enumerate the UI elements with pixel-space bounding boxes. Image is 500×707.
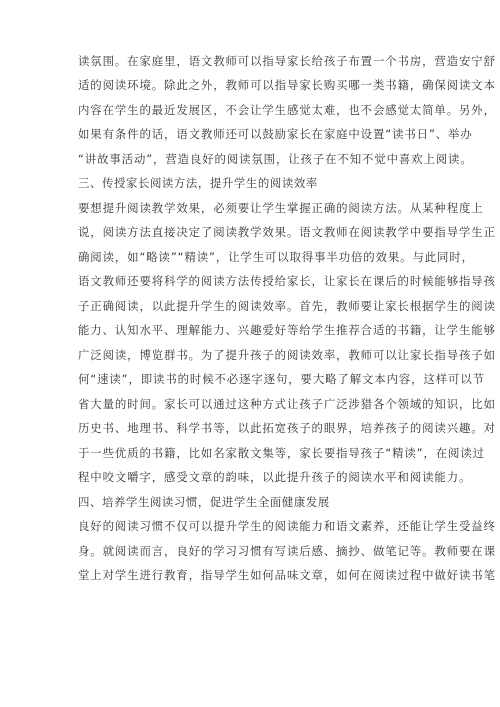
paragraph-line: 身。就阅读而言，良好的学习习惯有写读后感、摘抄、做笔记等。教师要在课 xyxy=(78,544,496,558)
paragraph-line: 堂上对学生进行教育，指导学生如何品味文章，如何在阅读过程中做好读书笔 xyxy=(78,568,496,582)
paragraph-line: 确阅读，如“略读”“精读”，让学生可以取得事半功倍的效果。与此同时， xyxy=(78,250,474,264)
paragraph-line: 于一些优质的书籍，比如名家散文集等，家长要指导孩子“精读”，在阅读过 xyxy=(78,446,485,460)
paragraph-line: 语文教师还要将科学的阅读方法传授给家长，让家长在课后的时候能够指导孩 xyxy=(78,274,496,288)
paragraph-line: 要想提升阅读教学效果，必须要让学生掌握正确的阅读方法。从某种程度上 xyxy=(78,201,484,215)
section-heading: 四、培养学生阅读习惯，促进学生全面健康发展 xyxy=(78,495,330,509)
paragraph-line: 内容在学生的最近发展区，不会让学生感觉太难，也不会感觉太简单。另外， xyxy=(78,103,496,117)
paragraph-line: 省大量的时间。家长可以通过这种方式让孩子广泛涉猎各个领域的知识，比如 xyxy=(78,397,496,411)
paragraph-line: 能力、认知水平、理解能力、兴趣爱好等给学生推荐合适的书籍，让学生能够 xyxy=(78,323,496,337)
paragraph-line: 历史书、地理书、科学书等，以此拓宽孩子的眼界，培养孩子的阅读兴趣。对 xyxy=(78,421,496,435)
paragraph-line: 读氛围。在家庭里，语文教师可以指导家长给孩子布置一个书房，营造安宁舒 xyxy=(78,54,496,68)
paragraph-line: 适的阅读环境。除此之外，教师可以指导家长购买哪一类书籍，确保阅读文本 xyxy=(78,78,496,92)
paragraph-line: 子正确阅读，以此提升学生的阅读效率。首先，教师要让家长根据学生的阅读 xyxy=(78,299,496,313)
paragraph-line: 如果有条件的话，语文教师还可以鼓励家长在家庭中设置“读书日”、举办 xyxy=(78,127,473,141)
paragraph-line: 说，阅读方法直接决定了阅读教学效果。语文教师在阅读教学中要指导学生正 xyxy=(78,225,496,239)
paragraph-line: 良好的阅读习惯不仅可以提升学生的阅读能力和语文素养，还能让学生受益终 xyxy=(78,519,496,533)
section-heading: 三、传授家长阅读方法，提升学生的阅读效率 xyxy=(78,176,318,190)
paragraph-line: 广泛阅读，博览群书。为了提升孩子的阅读效率，教师可以让家长指导孩子如 xyxy=(78,348,496,362)
paragraph-line: 何“速读”，即读书的时候不必逐字逐句，要大略了解文本内容，这样可以节 xyxy=(78,372,485,386)
paragraph-line: “讲故事活动”，营造良好的阅读氛围，让孩子在不知不觉中喜欢上阅读。 xyxy=(78,152,473,166)
paragraph-line: 程中咬文嚼字，感受文章的韵味，以此提升孩子的阅读水平和阅读能力。 xyxy=(78,470,472,484)
